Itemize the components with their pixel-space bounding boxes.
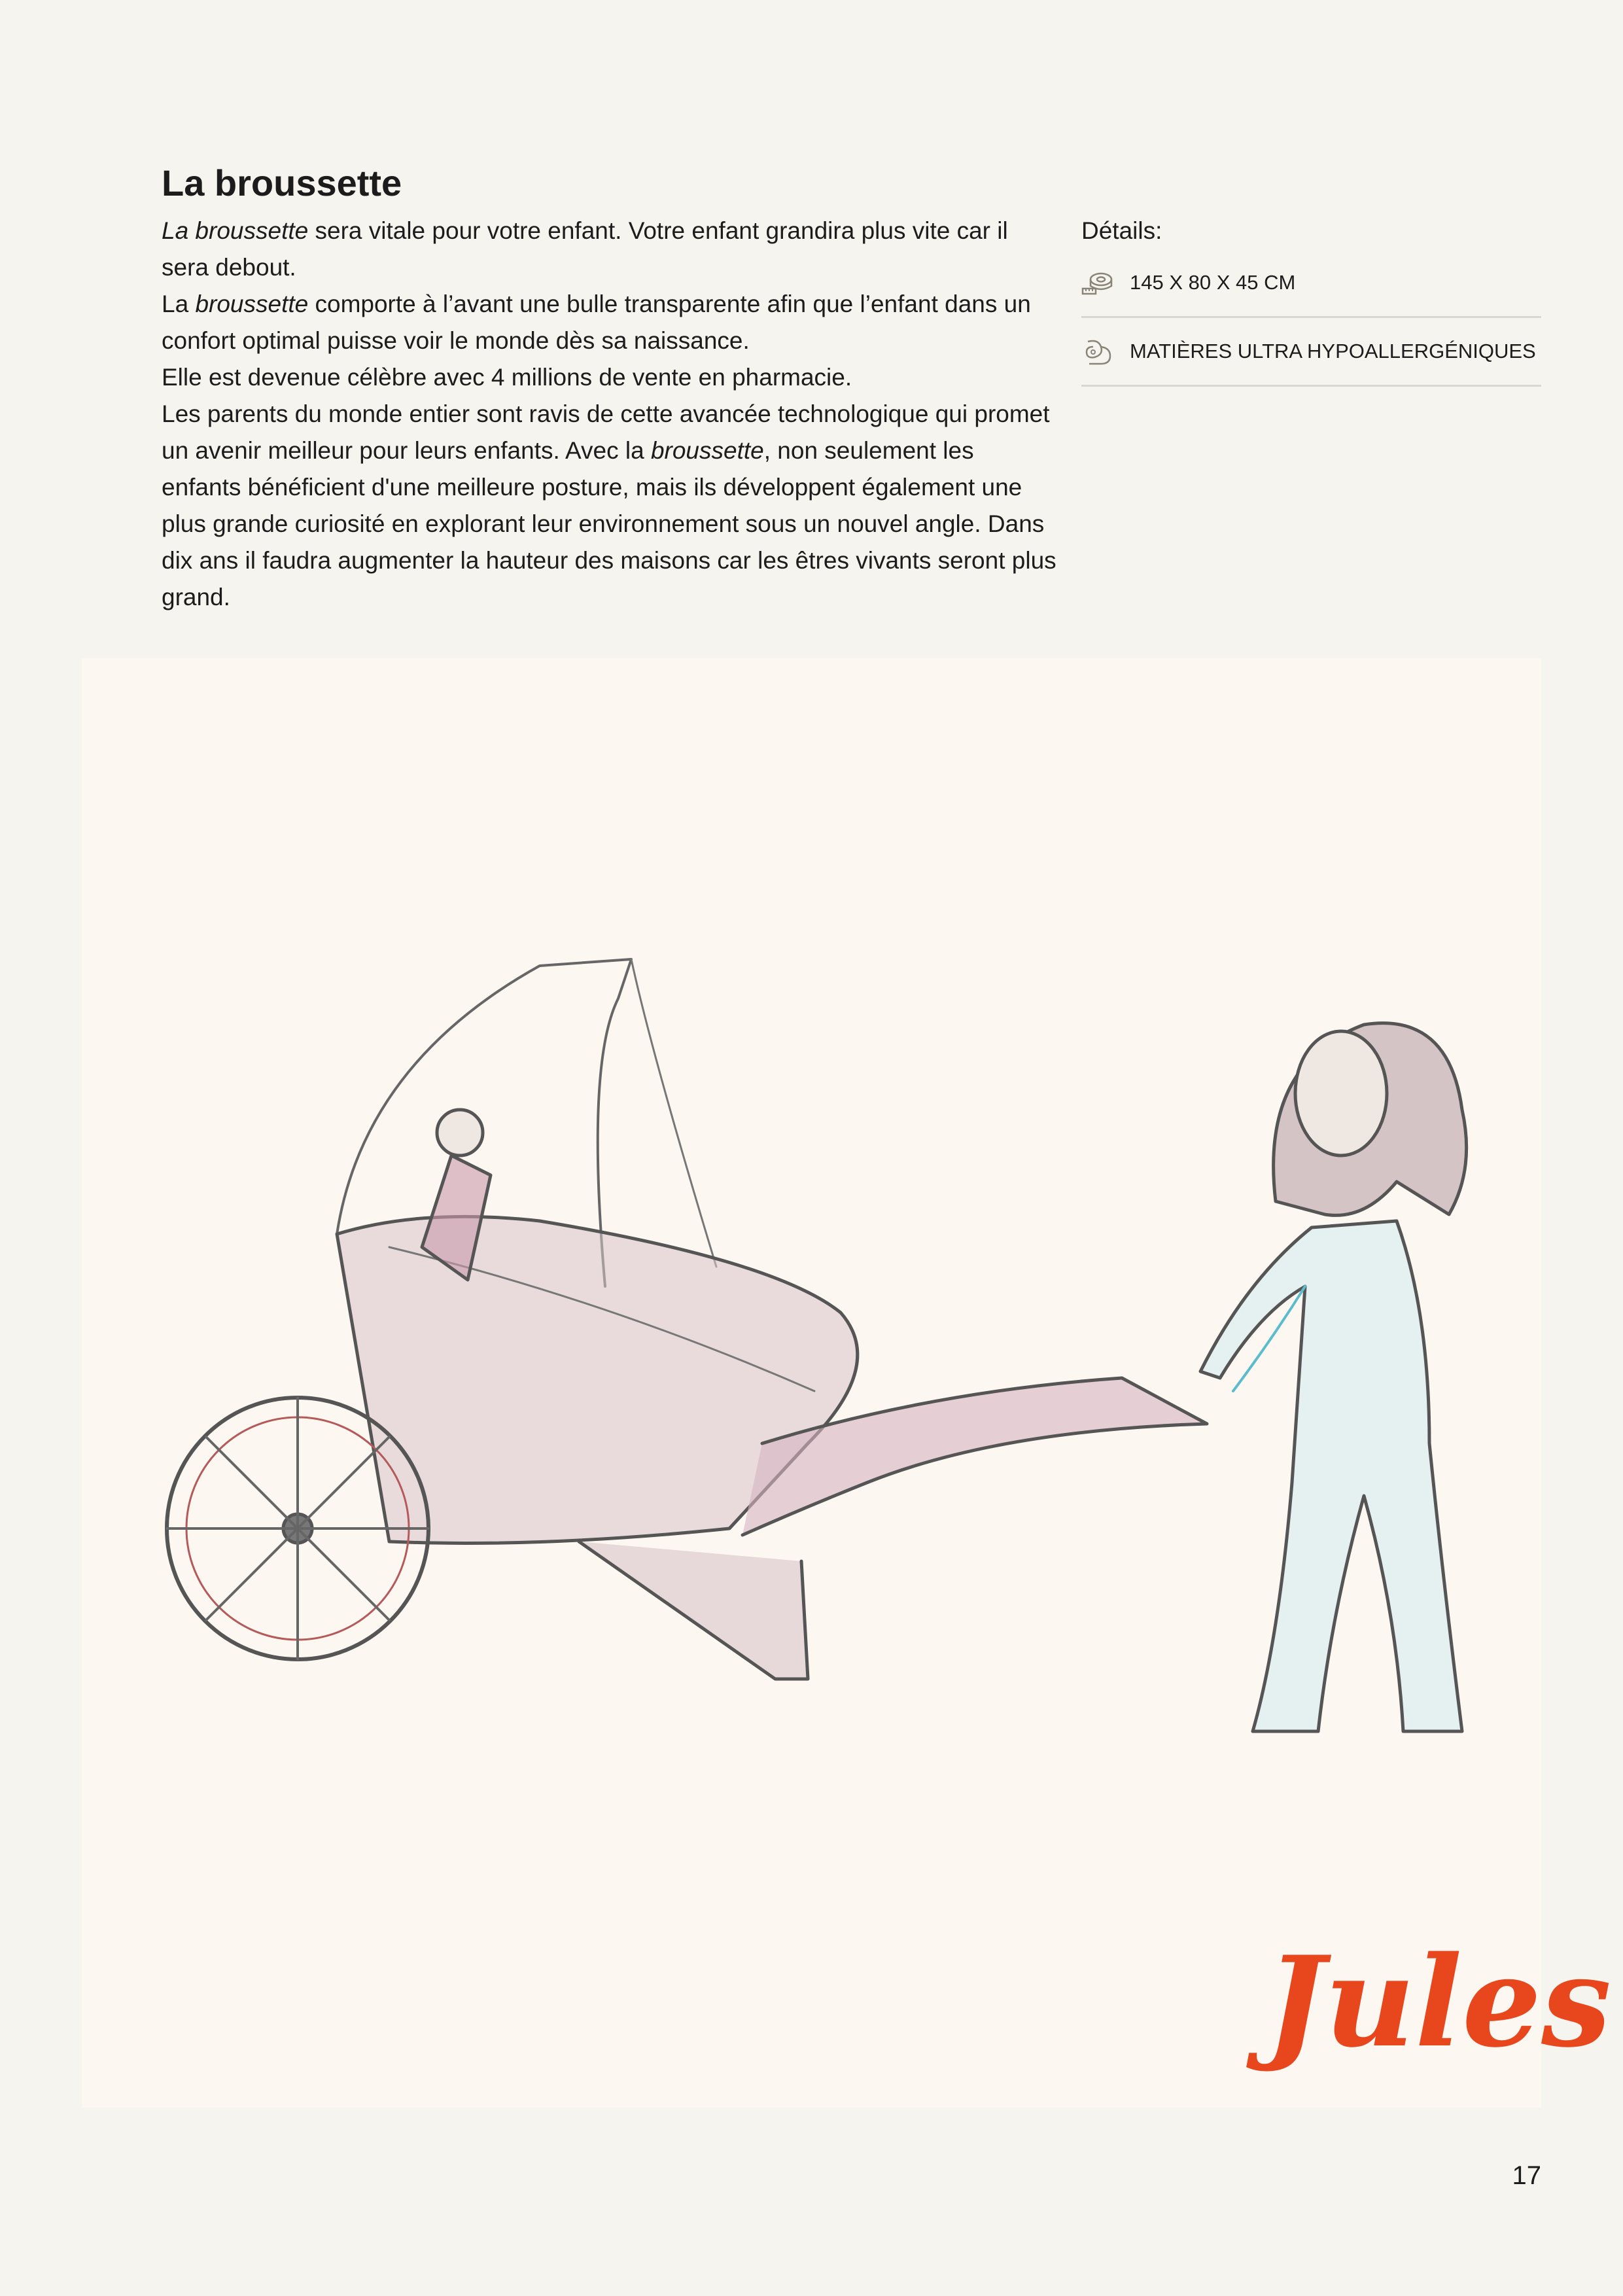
measuring-tape-icon <box>1081 269 1114 298</box>
broussette-drawing <box>82 658 1612 2108</box>
paragraph-1: La broussette sera vitale pour votre enfant. Votre enfant grandira plus vite car il sera debout. <box>162 217 1008 281</box>
detail-dimensions <box>1081 268 1541 318</box>
page-title: La broussette <box>162 162 402 203</box>
detail-materials <box>1081 336 1541 387</box>
drawing-panel <box>82 658 1612 2108</box>
adult-figure <box>1200 1023 1467 1731</box>
detail-dimensions-text: 145 X 80 X 45 CM <box>1130 271 1296 294</box>
details-panel <box>1081 213 1541 405</box>
paragraph-3: Elle est devenue célèbre avec 4 millions de vente en pharmacie. <box>162 364 852 391</box>
wheel <box>167 1398 428 1659</box>
detail-materials-text: MATIÈRES ULTRA HYPOALLERGÉNIQUES <box>1130 340 1536 362</box>
page-number: 17 <box>1512 2161 1541 2190</box>
paragraph-2: La broussette comporte à l’avant une bulle transparente afin que l’enfant dans un confort optimal puisse voir le monde dès sa naissance. <box>162 291 1031 354</box>
artist-signature: Jules <box>1266 1929 1612 2075</box>
details-heading: Détails: <box>1081 217 1162 244</box>
paragraph-4: Les parents du monde entier sont ravis de cette avancée technologique qui promet un avenir meilleur pour leurs enfants. Avec la broussette, non seulement les enfants bénéficient d'une meilleure posture, mais ils développent également une plus grande curiosité en explorant leur environnement sous un nouvel angle. Dans dix ans il faudra augmenter la hauteur des maisons car les êtres vivants seront plus grand. <box>162 400 1056 610</box>
fabric-roll-icon <box>1081 338 1114 366</box>
description-text <box>162 213 1058 616</box>
